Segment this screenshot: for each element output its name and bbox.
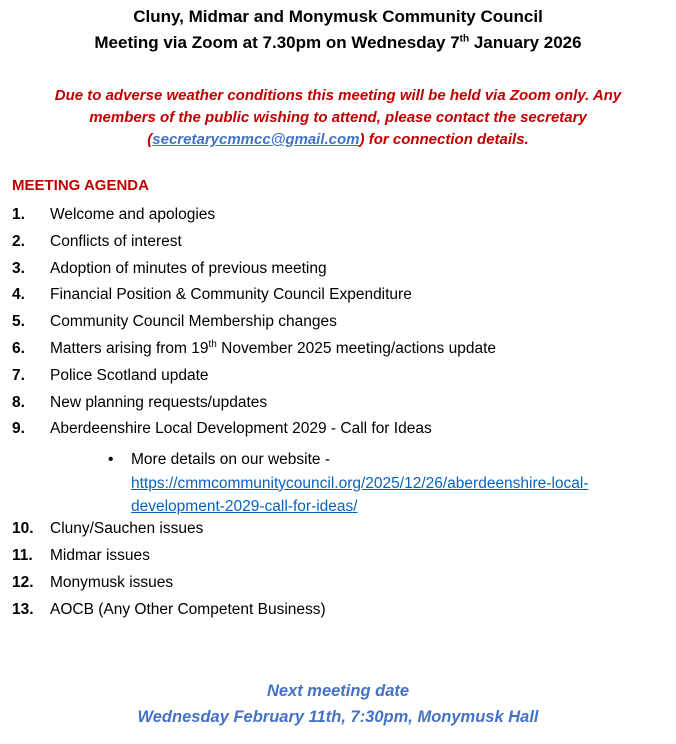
council-title: Cluny, Midmar and Monymusk Community Council bbox=[133, 7, 543, 26]
next-meeting-details: Wednesday February 11th, 7:30pm, Monymusk Hall bbox=[137, 708, 539, 726]
agenda-item: 9. Aberdeenshire Local Development 2029 - Call for Ideas bbox=[12, 420, 432, 437]
agenda-item: 5. Community Council Membership changes bbox=[12, 313, 337, 330]
secretary-email-link[interactable]: secretarycmmcc@gmail.com bbox=[152, 131, 360, 148]
next-meeting-label: Next meeting date bbox=[266, 682, 410, 700]
agenda-item: 12. Monymusk issues bbox=[12, 574, 174, 591]
website-link[interactable]: https://cmmcommunitycouncil.org/2025/12/26/aberdeenshire-local-development-2029-call-for-ideas/ bbox=[131, 474, 589, 515]
agenda-item: 10. Cluny/Sauchen issues bbox=[12, 520, 204, 537]
agenda-heading: MEETING AGENDA bbox=[12, 177, 149, 194]
agenda-item: 8. New planning requests/updates bbox=[12, 394, 268, 411]
agenda-item: 7. Police Scotland update bbox=[12, 367, 209, 384]
bullet-icon: • bbox=[108, 451, 114, 468]
agenda-item: 3. Adoption of minutes of previous meeting bbox=[12, 260, 327, 277]
agenda-item: 6. Matters arising from 19th November 2025 meeting/actions update bbox=[12, 338, 497, 357]
agenda-item: 1. Welcome and apologies bbox=[12, 206, 216, 223]
agenda-item: 11. Midmar issues bbox=[12, 547, 150, 564]
agenda-item: 2. Conflicts of interest bbox=[12, 233, 182, 250]
agenda-item: 4. Financial Position & Community Council Expenditure bbox=[12, 286, 412, 303]
meeting-subtitle: Meeting via Zoom at 7.30pm on Wednesday 7th January 2026 bbox=[94, 33, 582, 52]
weather-notice: Due to adverse weather conditions this meeting will be held via Zoom only. Any members of the public wishing to attend, please contact the secretary (secretarycmmcc@gmail.com) for connection details. bbox=[54, 87, 622, 148]
agenda-item: 13. AOCB (Any Other Competent Business) bbox=[12, 601, 326, 618]
